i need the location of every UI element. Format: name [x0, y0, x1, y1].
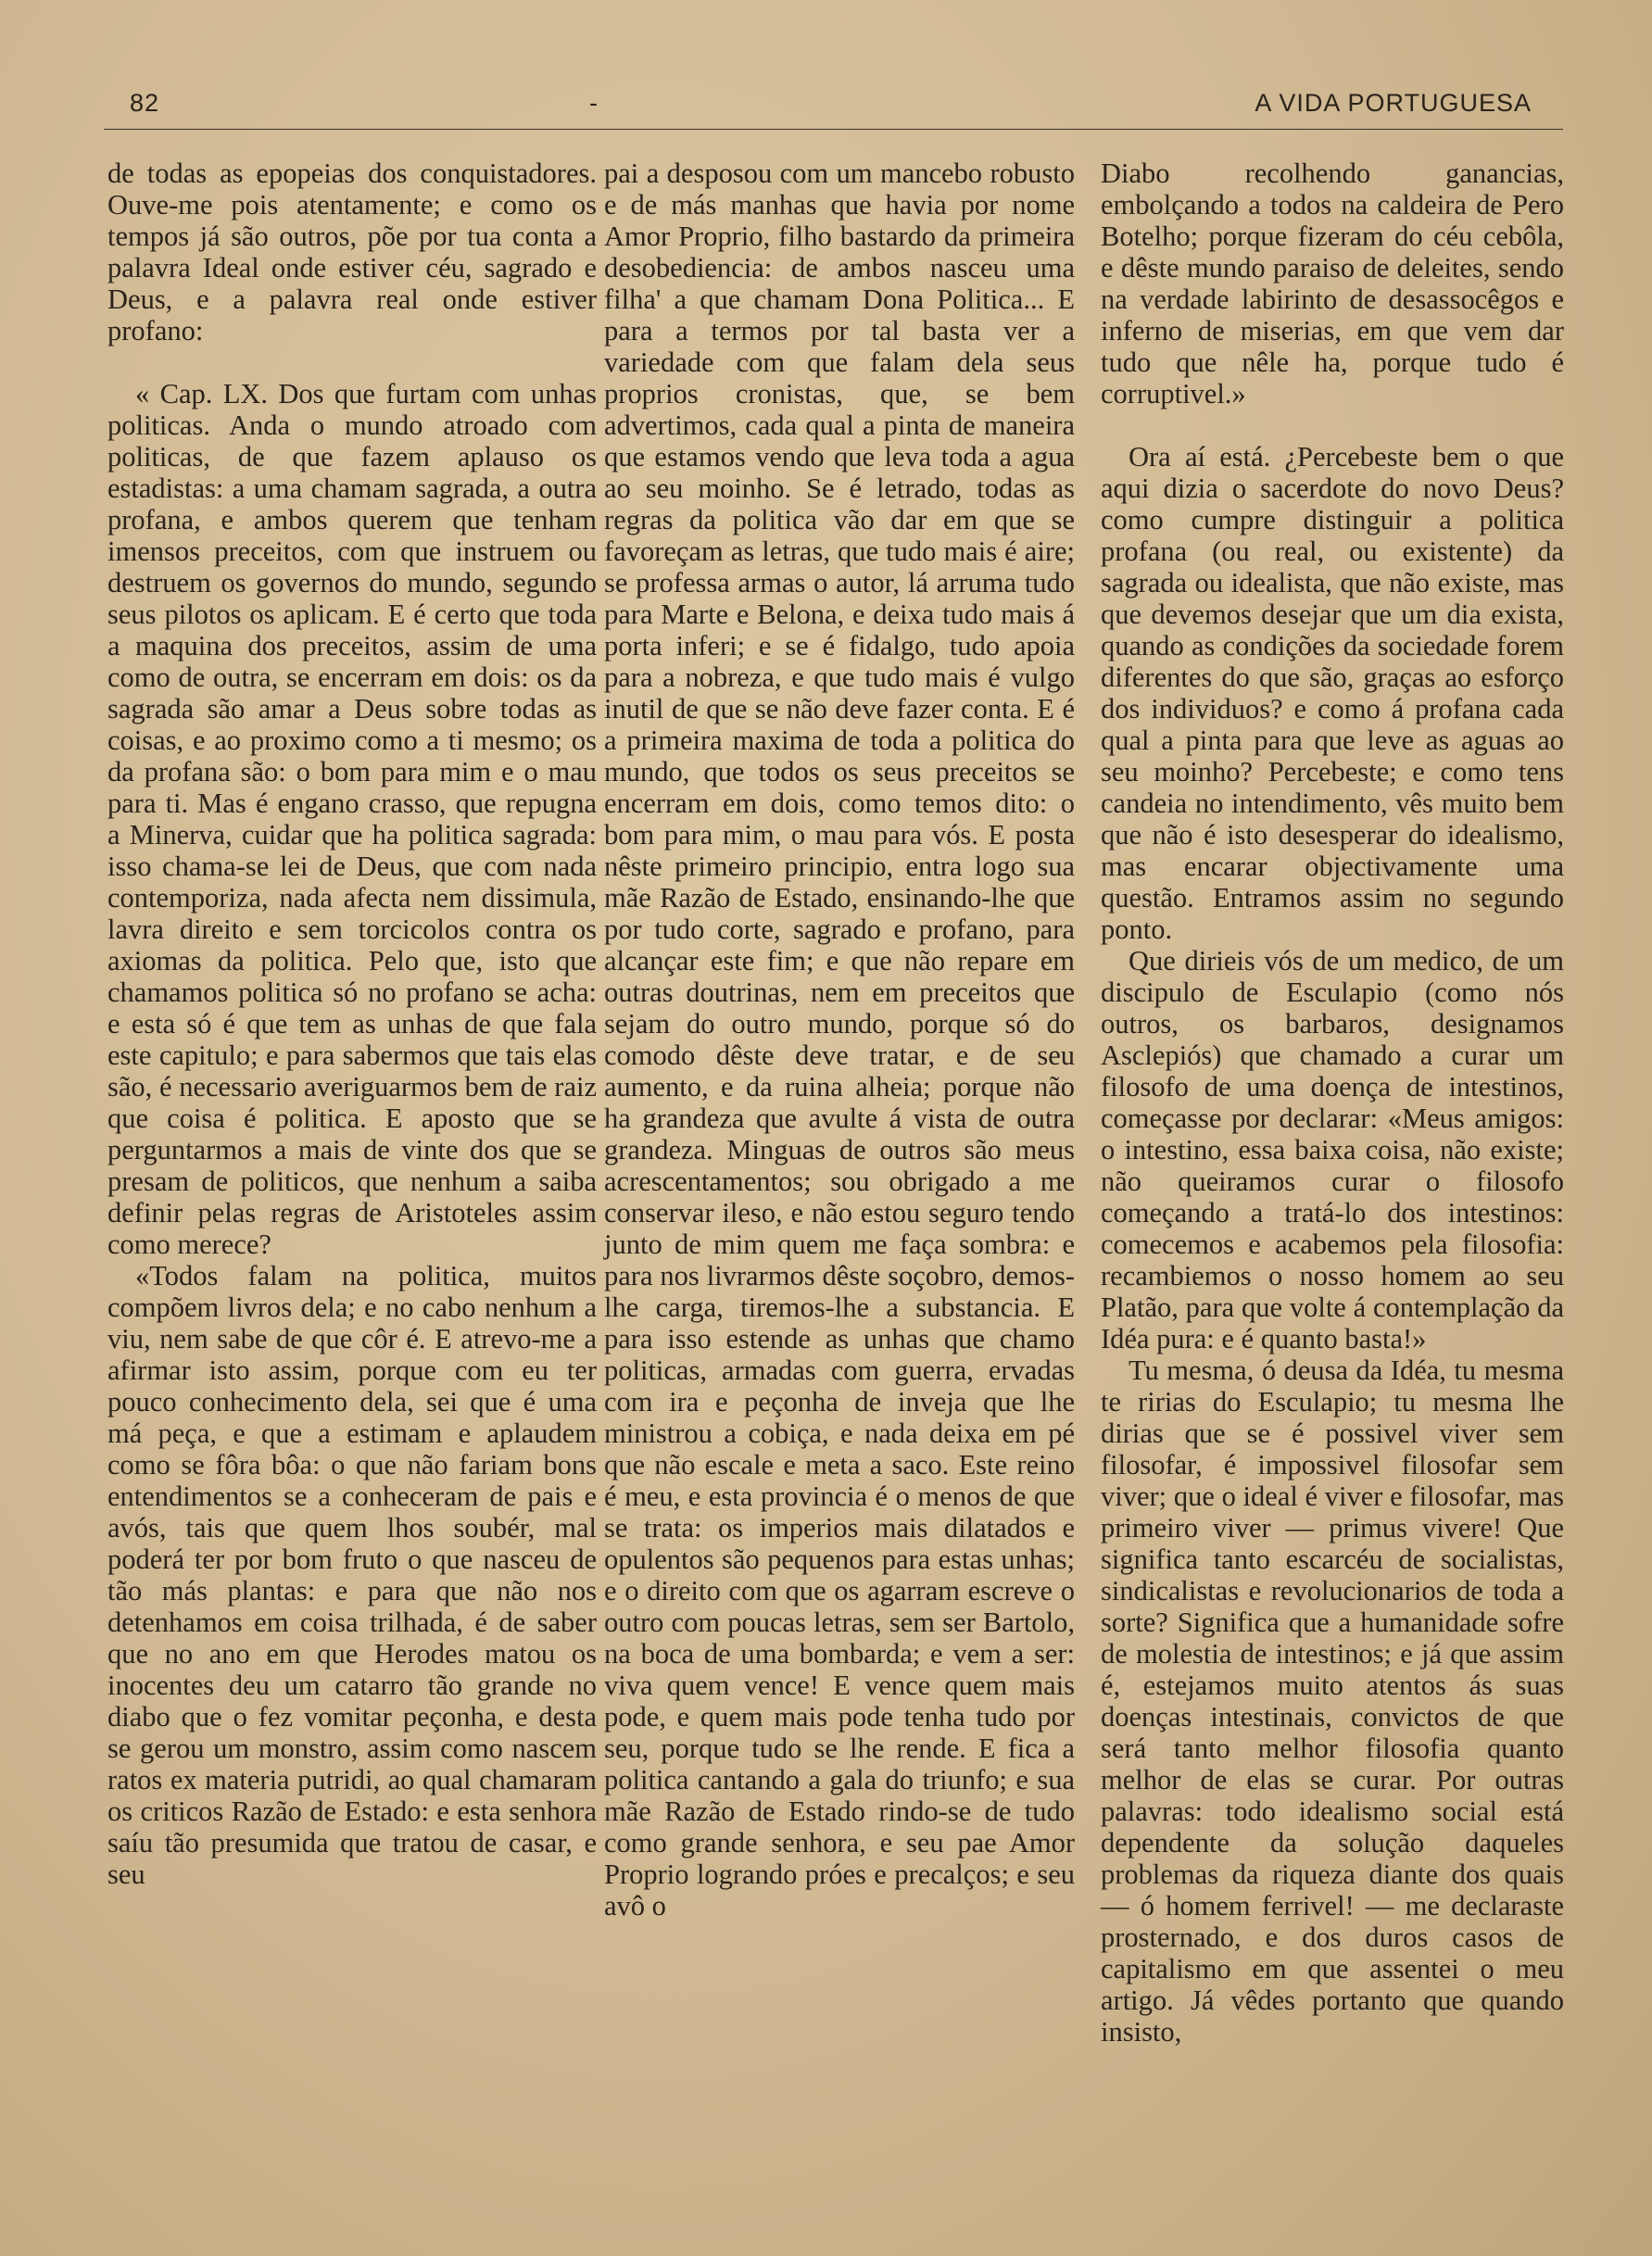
header-rule	[104, 129, 1563, 130]
page-number: 82	[130, 89, 160, 117]
header-separator: -	[589, 89, 598, 117]
paragraph: de todas as epopeias dos conquistadores. Ouve-me pois atentamente; e como os tempos já são outros, põe por tua conta a palavra Ideal onde estiver céu, sagrado e Deus, e a palavra real onde estiver profano:	[107, 158, 597, 347]
text-column-3	[1101, 158, 1564, 2048]
text-column-1	[107, 158, 597, 1890]
paragraph: Diabo recolhendo ganancias, embolçando a todos na caldeira de Pero Botelho; porque fizeram do céu cebôla, e dêste mundo paraiso de deleites, sendo na verdade labirinto de desassocêgos e inferno de miserias, em que vem dar tudo que nêle ha, porque tudo é corruptivel.»	[1101, 158, 1564, 410]
paragraph: « Cap. LX. Dos que furtam com unhas politicas. Anda o mundo atroado com politicas, de que fazem aplauso os estadistas: a uma chamam sagrada, a outra profana, e ambos querem que tenham imensos preceitos, com que instruem ou destruem os governos do mundo, segundo seus pilotos os aplicam. E é certo que toda a maquina dos preceitos, assim de uma como de outra, se encerram em dois: os da sagrada são amar a Deus sobre todas as coisas, e ao proximo como a ti mesmo; os da profana são: o bom para mim e o mau para ti. Mas é engano crasso, que repugna a Minerva, cuidar que ha politica sagrada: isso chama-se lei de Deus, que com nada contemporiza, nada afecta nem dissimula, lavra direito e sem torcicolos contra os axiomas da politica. Pelo que, isto que chamamos politica só no profano se acha: e esta só é que tem as unhas de que fala este capitulo; e para sabermos que tais elas são, é necessario averiguarmos bem de raiz que coisa é politica. E aposto que se perguntarmos a mais de vinte dos que se presam de politicos, que nenhum a saiba definir pelas regras de Aristoteles assim como merece?	[107, 378, 597, 1260]
text-column-2	[604, 158, 1075, 1922]
running-title: A VIDA PORTUGUESA	[1255, 89, 1532, 117]
paragraph: Que dirieis vós de um medico, de um discipulo de Esculapio (como nós outros, os barbaros, designamos Asclepiós) que chamado a curar um filosofo de uma doença de intestinos, começasse por declarar: «Meus amigos: o intestino, essa baixa coisa, não existe; não queiramos curar o filosofo começando a tratá-lo dos intestinos: comecemos e acabemos pela filosofia: recambiemos o nosso homem ao seu Platão, para que volte á contemplação da Idéa pura: e é quanto basta!»	[1101, 945, 1564, 1355]
paragraph: Tu mesma, ó deusa da Idéa, tu mesma te ririas do Esculapio; tu mesma lhe dirias que se é possivel viver sem filosofar, é impossivel filosofar sem viver; que o ideal é viver e filosofar, mas primeiro viver — primus vivere! Que significa tanto escarcéu de socialistas, sindicalistas e revolucionarios de toda a sorte? Significa que a humanidade sofre de molestia de intestinos; e já que assim é, estejamos muito atentos ás suas doenças intestinais, convictos de que será tanto melhor filosofia quanto melhor de elas se curar. Por outras palavras: todo idealismo social está dependente da solução daqueles problemas da riqueza diante dos quais — ó homem ferrivel! — me declaraste prosternado, e dos duros casos de capitalismo em que assentei o meu artigo. Já vêdes portanto que quando insisto,	[1101, 1355, 1564, 2048]
paragraph: «Todos falam na politica, muitos compõem livros dela; e no cabo nenhum a viu, nem sabe de que côr é. E atrevo-me a afirmar isto assim, porque com eu ter pouco conhecimento dela, sei que é uma má peça, e que a estimam e aplaudem como se fôra bôa: o que não fariam bons entendimentos se a conheceram de pais e avós, tais que quem lhos soubér, mal poderá ter por bom fruto o que nasceu de tão más plantas: e para que não nos detenhamos em coisa trilhada, é de saber que no ano em que Herodes matou os inocentes deu um catarro tão grande no diabo que o fez vomitar peçonha, e desta se gerou um monstro, assim como nascem ratos ex materia putridi, ao qual chamaram os criticos Razão de Estado: e esta senhora saíu tão presumida que tratou de casar, e seu	[107, 1260, 597, 1890]
paragraph: pai a desposou com um mancebo robusto e de más manhas que havia por nome Amor Proprio, filho bastardo da primeira desobediencia: de ambos nasceu uma filha' a que chamam Dona Politica... E para a termos por tal basta ver a variedade com que falam dela seus proprios cronistas, que, se bem advertimos, cada qual a pinta de maneira que estamos vendo que leva toda a agua ao seu moinho. Se é letrado, todas as regras da politica vão dar em que se favoreçam as letras, que tudo mais é aire; se professa armas o autor, lá arruma tudo para Marte e Belona, e deixa tudo mais á porta inferi; e se é fidalgo, tudo apoia para a nobreza, e que tudo mais é vulgo inutil de que se não deve fazer conta. E é a primeira maxima de toda a politica do mundo, que todos os seus preceitos se encerram em dois, como temos dito: o bom para mim, o mau para vós. E posta nêste primeiro principio, entra logo sua mãe Razão de Estado, ensinando-lhe que por tudo corte, sagrado e profano, para alcançar este fim; e que não repare em outras doutrinas, nem em preceitos que sejam do outro mundo, porque só do comodo dêste deve tratar, e de seu aumento, e da ruina alheia; porque não ha grandeza que avulte á vista de outra grandeza. Minguas de outros são meus acrescentamentos; sou obrigado a me conservar ileso, e não estou seguro tendo junto de mim quem me faça sombra: e para nos livrarmos dêste soçobro, demos-lhe carga, tiremos-lhe a substancia. E para isso estende as unhas que chamo politicas, armadas com guerra, ervadas com ira e peçonha de inveja que lhe ministrou a cobiça, e nada deixa em pé que não escale e meta a saco. Este reino é meu, e esta provincia é o menos de que se trata: os imperios mais dilatados e opulentos são pequenos para estas unhas; e o direito com que os agarram escreve o outro com poucas letras, sem ser Bartolo, na boca de uma bombarda; e vem a ser: viva quem vence! E vence quem mais pode, e quem mais pode tenha tudo por seu, porque tudo se lhe rende. E fica a politica cantando a gala do triunfo; e sua mãe Razão de Estado rindo-se de tudo como grande senhora, e seu pae Amor Proprio logrando próes e precalços; e seu avô o	[604, 158, 1075, 1922]
paragraph: Ora aí está. ¿Percebeste bem o que aqui dizia o sacerdote do novo Deus? como cumpre distinguir a politica profana (ou real, ou existente) da sagrada ou idealista, que não existe, mas que devemos desejar que um dia exista, quando as condições da sociedade forem diferentes do que são, graças ao esforço dos individuos? e como á profana cada qual a pinta para que leve as aguas ao seu moinho? Percebeste; e como tens candeia no intendimento, vês muito bem que não é isto desesperar do idealismo, mas encarar objectivamente uma questão. Entramos assim no segundo ponto.	[1101, 441, 1564, 945]
